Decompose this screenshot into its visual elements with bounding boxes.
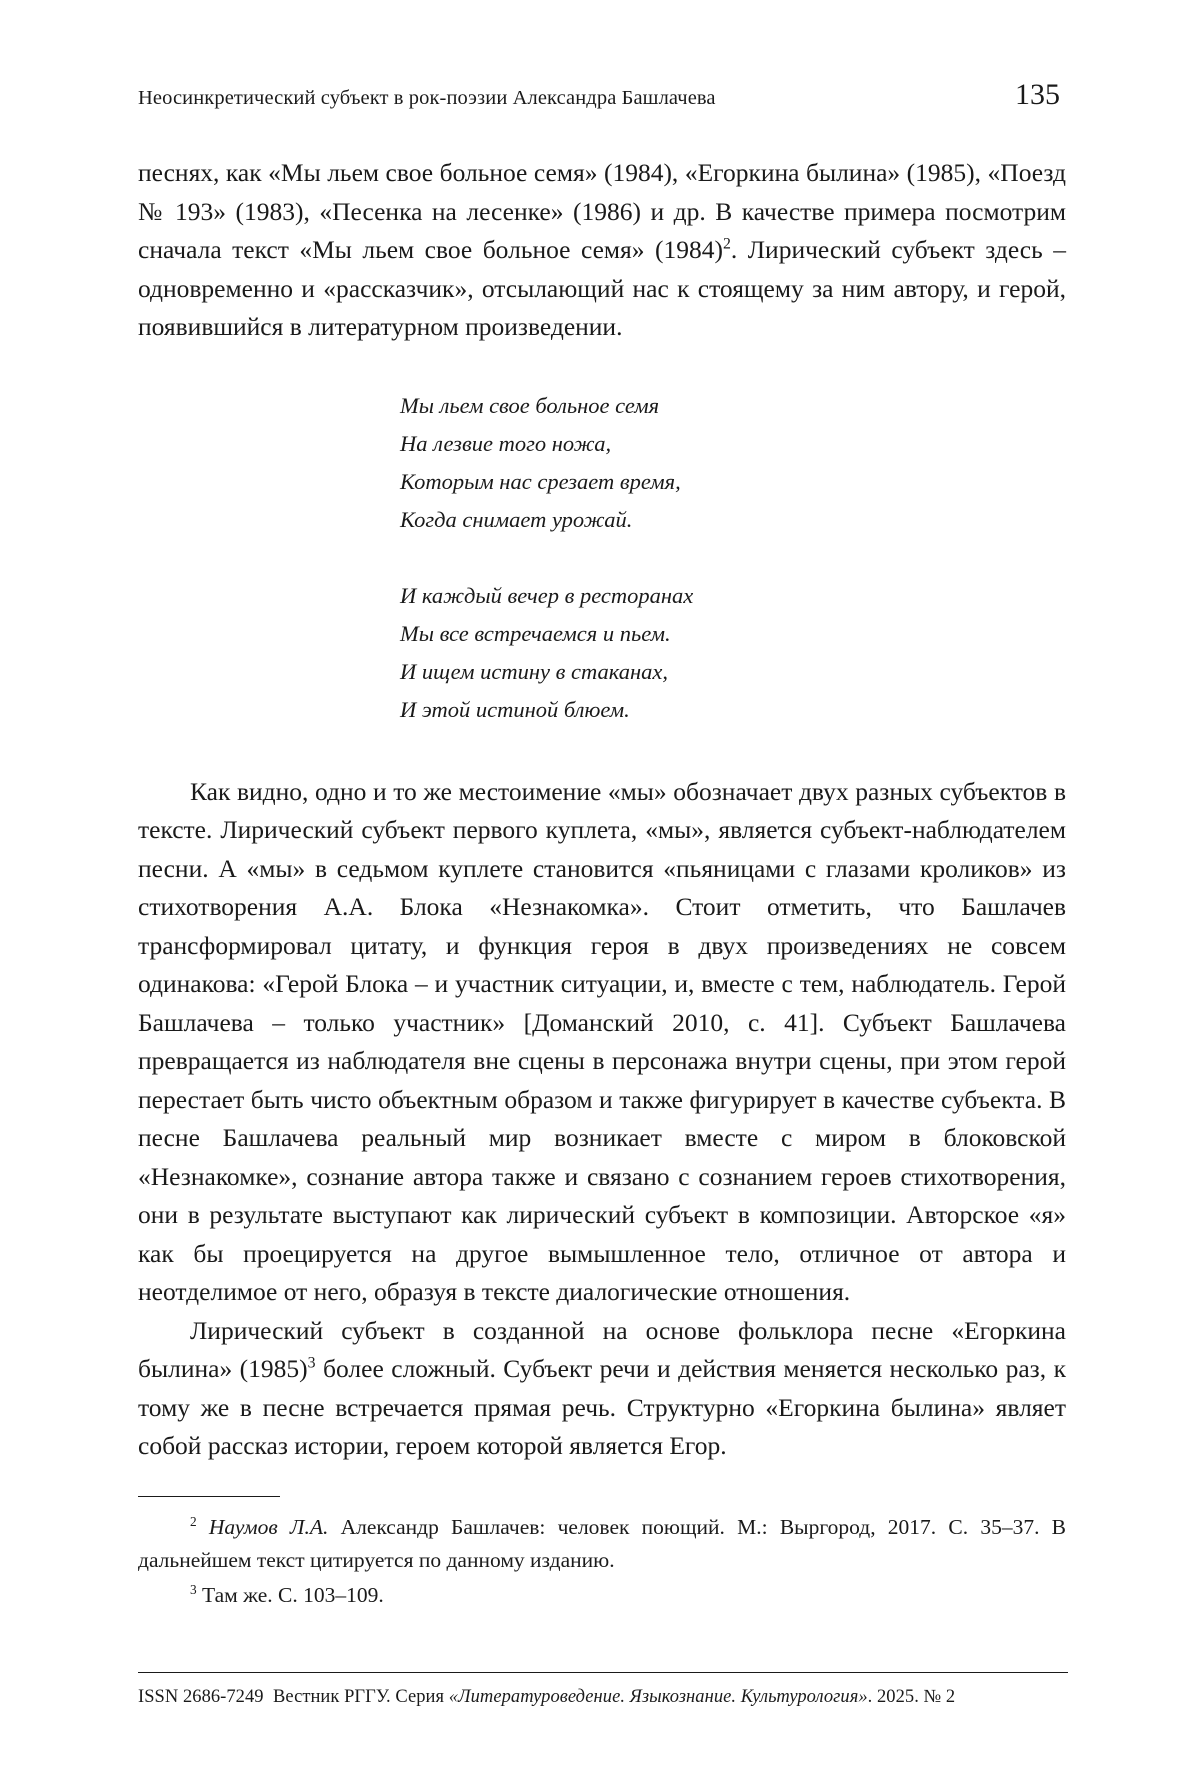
verse-stanza-1 [400,387,1066,539]
page-number: 135 [1015,78,1060,111]
footer-journal: Вестник РГГУ. Серия [272,1687,449,1707]
footer-rule [138,1672,1068,1673]
verse-line: И этой истиной блюем. [400,696,630,722]
verse-line: Мы все встречаемся и пьем. [400,620,671,646]
verse-line: Когда снимает урожай. [400,506,633,532]
verse-line: И каждый вечер в ресторанах [400,582,694,608]
verse-line: На лезвие того ножа, [400,430,612,456]
footer-text [138,1687,1068,1708]
footnote-text: Александр Башлачев: человек поющий. М.: Выргород, 2017. С. 35–37. В дальнейшем текст цитируется по данному изданию. [138,1514,1067,1572]
footnote-marker: 2 [190,1513,197,1529]
paragraph-1 [138,154,1066,347]
footer-series: «Литературоведение. Языкознание. Культурология» [448,1687,868,1707]
verse-stanza-2 [400,577,1066,729]
verse-line: Мы льем свое больное семя [400,392,660,418]
footnote-text: Там же. С. 103–109. [196,1582,384,1607]
footer-issn: ISSN 2686-7249 [138,1687,264,1707]
paragraph-2: Как видно, одно и то же местоимение «мы» обозначает двух разных субъектов в тексте. Лирический субъект первого куплета, «мы», является субъект-наблюдателем песни. А «мы» в седьмом куплете становится «пьяницами с глазами кроликов» из стихотворения А.А. Блока «Незнакомка». Стоит отметить, что Башлачев трансформировал цитату, и функция героя в двух произведениях не совсем одинакова: «Герой Блока – и участник ситуации, и, вместе с тем, наблюдатель. Герой Башлачева – только участник» [Доманский 2010, с. 41]. Субъект Башлачева превращается из наблюдателя вне сцены в персонажа внутри сцены, при этом герой перестает быть чисто объектным образом и также фигурирует в качестве субъекта. В песне Башлачева реальный мир возникает вместе с миром в блоковской «Незнакомке», сознание автора также и связано с сознанием героев стихотворения, они в результате выступают как лирический субъект в композиции. Авторское «я» как бы проецируется на другое вымышленное тело, отличное от автора и неотделимое от него, образуя в тексте диалогические отношения. [138,776,1066,1306]
paragraph-3 [138,1312,1066,1466]
footnote-ref-2[interactable]: 2 [722,235,731,253]
paragraph-1-continuation: . Лирический субъект здесь – одновременно и «рассказчик», отсылающий нас к стоящему за ним автору, и герой, появившийся в литературном произведении. [138,235,1066,341]
page-footer [138,1672,1068,1708]
footnote-marker: 3 [190,1581,197,1597]
footnote-2 [138,1511,1066,1577]
paragraph-3-text: Лирический субъект в созданной на основе фольклора песне «Егоркина былина» (1985) [138,1315,1066,1383]
footnote-ref-3[interactable]: 3 [307,1354,316,1372]
page-content [138,78,1066,1612]
footnote-3 [138,1579,1066,1612]
footnote-author: Наумов Л.А. [208,1514,329,1539]
paragraph-1-text: песнях, как «Мы льем свое больное семя» (1984), «Егоркина былина» (1985), «Поезд № 193» (1983), «Песенка на лесенке» (1986) и др. В качестве примера посмотрим сначала текст «Мы льем свое больное семя» (1984) [138,158,1066,264]
running-head [138,78,1066,112]
footnotes-section [138,1496,1066,1612]
footnote-separator-rule [138,1496,280,1497]
paragraph-3-continuation: более сложный. Субъект речи и действия меняется несколько раз, к тому же в песне встречается прямая речь. Структурно «Егоркина былина» являет собой рассказ истории, героем которой является Егор. [138,1354,1066,1460]
verse-line: И ищем истину в стаканах, [400,658,668,684]
verse-line: Которым нас срезает время, [400,468,681,494]
running-head-title: Неосинкретический субъект в рок-поэзии Александра Башлачева [138,87,716,109]
footer-issue: . 2025. № 2 [867,1687,956,1707]
verse-quotation [138,387,1066,729]
